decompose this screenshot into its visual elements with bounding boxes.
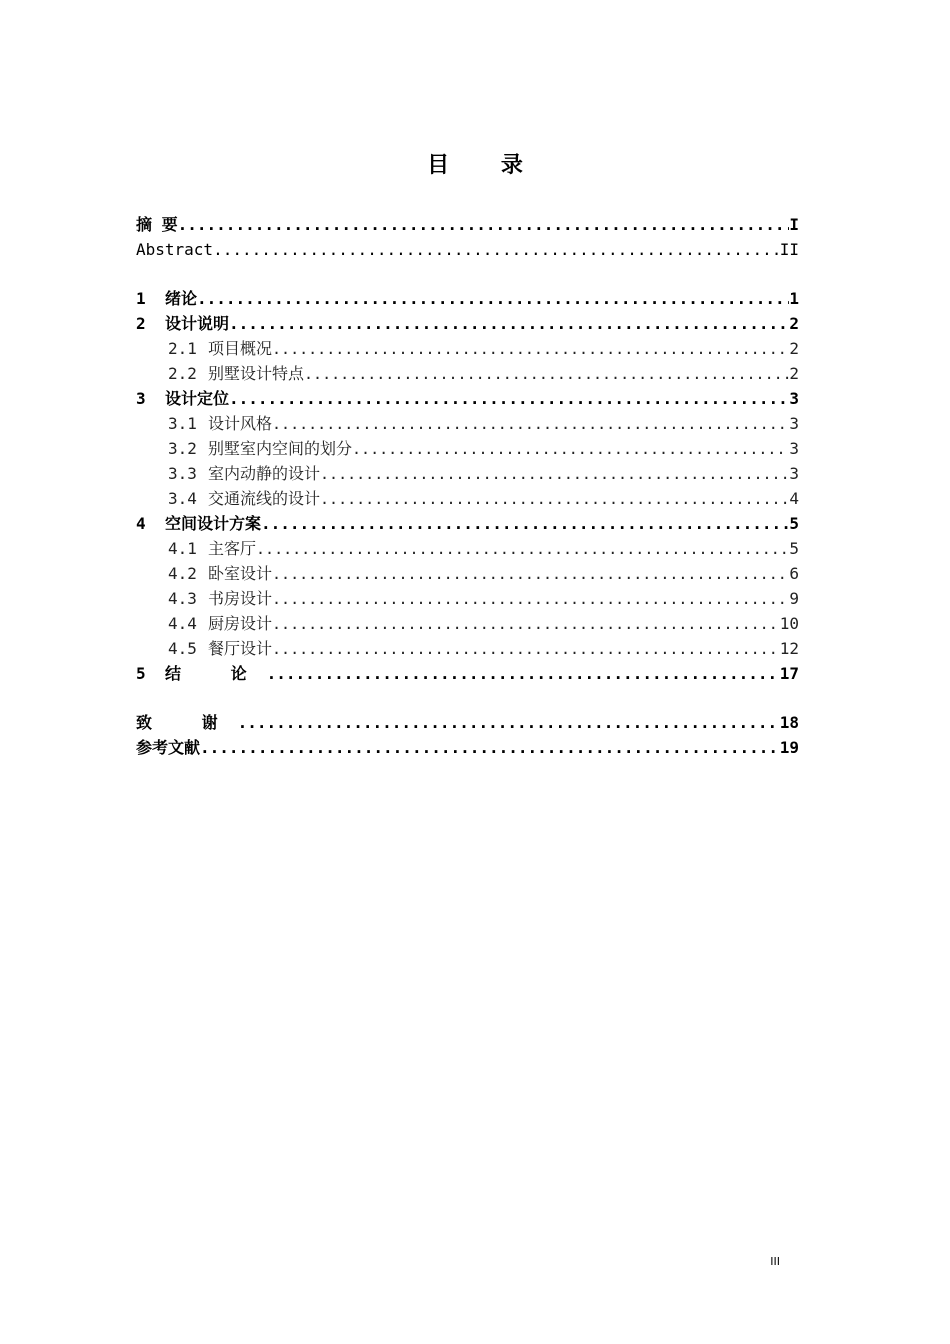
toc-leader-dots	[267, 661, 780, 686]
toc-entry-page: 5	[789, 514, 799, 533]
toc-entry-label: 空间设计方案	[165, 514, 262, 533]
toc-entry-number: 3.4	[168, 489, 197, 508]
toc-entry-page: 3	[789, 389, 799, 408]
page-number: III	[770, 1255, 780, 1268]
toc-entry-label: 设计风格	[208, 414, 273, 433]
toc-entry-page: 10	[779, 614, 799, 633]
toc-entry-section[interactable]	[136, 636, 799, 661]
toc-entry-acknowledgements[interactable]	[136, 710, 799, 735]
toc-entry-page: 1	[789, 289, 799, 308]
toc-entry-abstract-en[interactable]	[136, 237, 799, 262]
toc-entry-page: 5	[789, 539, 799, 558]
toc-entry-page: 18	[779, 713, 799, 732]
toc-entry-section[interactable]	[136, 486, 799, 511]
toc-entry-number: 2.1	[168, 339, 197, 358]
toc-leader-dots	[229, 311, 789, 336]
toc-leader-dots	[272, 586, 789, 612]
toc-entry-label: 别墅室内空间的划分	[208, 439, 353, 458]
toc-entry-page: 2	[789, 339, 799, 358]
toc-entry-page: 4	[789, 489, 799, 508]
toc-entry-section[interactable]	[136, 536, 799, 561]
toc-leader-dots	[229, 386, 789, 411]
toc-leader-dots	[320, 486, 789, 512]
toc-leader-dots	[272, 336, 789, 362]
toc-entry-number: 3.3	[168, 464, 197, 483]
toc-entry-page: 9	[789, 589, 799, 608]
toc-entry-number: 2	[136, 314, 146, 333]
toc-entry-section[interactable]	[136, 436, 799, 461]
toc-entry-label: 别墅设计特点	[208, 364, 305, 383]
toc-entry-label: Abstract	[136, 240, 214, 259]
toc-entry-number: 3.2	[168, 439, 197, 458]
toc-entry-label: 餐厅设计	[208, 639, 273, 658]
toc-entry-number: 2.2	[168, 364, 197, 383]
toc-entry-number: 4.5	[168, 639, 197, 658]
toc-entry-label: 摘 要	[136, 215, 178, 234]
toc-entry-abstract-cn[interactable]	[136, 212, 799, 237]
toc-entry-number: 4.1	[168, 539, 197, 558]
toc-leader-dots	[272, 611, 780, 637]
toc-entry-label: 参考文献	[136, 738, 201, 757]
toc-entry-number: 3.1	[168, 414, 197, 433]
toc-leader-dots	[197, 286, 789, 311]
toc-leader-dots	[238, 710, 780, 735]
toc-entry-page: 12	[779, 639, 799, 658]
toc-entry-number: 4.4	[168, 614, 197, 633]
toc-entry-section[interactable]	[136, 611, 799, 636]
toc-entry-label: 书房设计	[208, 589, 273, 608]
toc-leader-dots	[352, 436, 789, 462]
toc-entry-chapter[interactable]	[136, 386, 799, 411]
toc-entry-page: 2	[789, 364, 799, 383]
toc-entry-label: 设计定位	[165, 389, 230, 408]
toc-entry-page: 17	[779, 664, 799, 683]
toc-entry-label: 致 谢	[136, 713, 238, 732]
toc-entry-page: 3	[789, 464, 799, 483]
toc-entry-section[interactable]	[136, 336, 799, 361]
toc-gap	[136, 262, 799, 286]
toc-entry-section[interactable]	[136, 411, 799, 436]
toc-entry-references[interactable]	[136, 735, 799, 760]
toc-leader-dots	[256, 536, 789, 562]
toc-entry-number: 4.2	[168, 564, 197, 583]
toc-leader-dots	[320, 461, 789, 487]
toc-leader-dots	[178, 212, 790, 237]
toc-entry-page: 3	[789, 439, 799, 458]
toc-leader-dots	[200, 735, 780, 760]
toc-entry-page: I	[789, 215, 799, 234]
toc-entry-label: 卧室设计	[208, 564, 273, 583]
toc-entry-chapter[interactable]	[136, 661, 799, 686]
toc-entry-label: 设计说明	[165, 314, 230, 333]
toc-entry-section[interactable]	[136, 361, 799, 386]
toc-entry-page: 2	[789, 314, 799, 333]
toc-entry-label: 室内动静的设计	[208, 464, 321, 483]
toc-entry-section[interactable]	[136, 461, 799, 486]
toc-entry-number: 4	[136, 514, 146, 533]
toc-entry-page: 6	[789, 564, 799, 583]
toc-entry-chapter[interactable]	[136, 286, 799, 311]
toc-entry-label: 绪论	[165, 289, 198, 308]
toc-entry-section[interactable]	[136, 586, 799, 611]
toc-entry-page: II	[779, 240, 799, 259]
toc-entry-section[interactable]	[136, 561, 799, 586]
toc-entry-number: 1	[136, 289, 146, 308]
toc-leader-dots	[272, 636, 780, 662]
toc-entry-page: 3	[789, 414, 799, 433]
toc-entry-label: 项目概况	[208, 339, 273, 358]
toc-entry-number: 5	[136, 664, 146, 683]
toc-leader-dots	[261, 511, 789, 536]
toc-entry-number: 4.3	[168, 589, 197, 608]
toc-leader-dots	[272, 561, 789, 587]
toc-entry-label: 交通流线的设计	[208, 489, 321, 508]
toc-entry-label: 主客厅	[208, 539, 257, 558]
toc-leader-dots	[304, 361, 789, 387]
toc-entry-label: 结 论	[165, 664, 267, 683]
toc-leader-dots	[213, 237, 780, 262]
toc-leader-dots	[272, 411, 789, 437]
page-title: 目 录	[427, 153, 545, 178]
toc-entry-chapter[interactable]	[136, 511, 799, 536]
toc-entry-number: 3	[136, 389, 146, 408]
table-of-contents	[136, 212, 799, 760]
toc-entry-label: 厨房设计	[208, 614, 273, 633]
toc-entry-page: 19	[779, 738, 799, 757]
toc-entry-chapter[interactable]	[136, 311, 799, 336]
toc-gap	[136, 686, 799, 710]
